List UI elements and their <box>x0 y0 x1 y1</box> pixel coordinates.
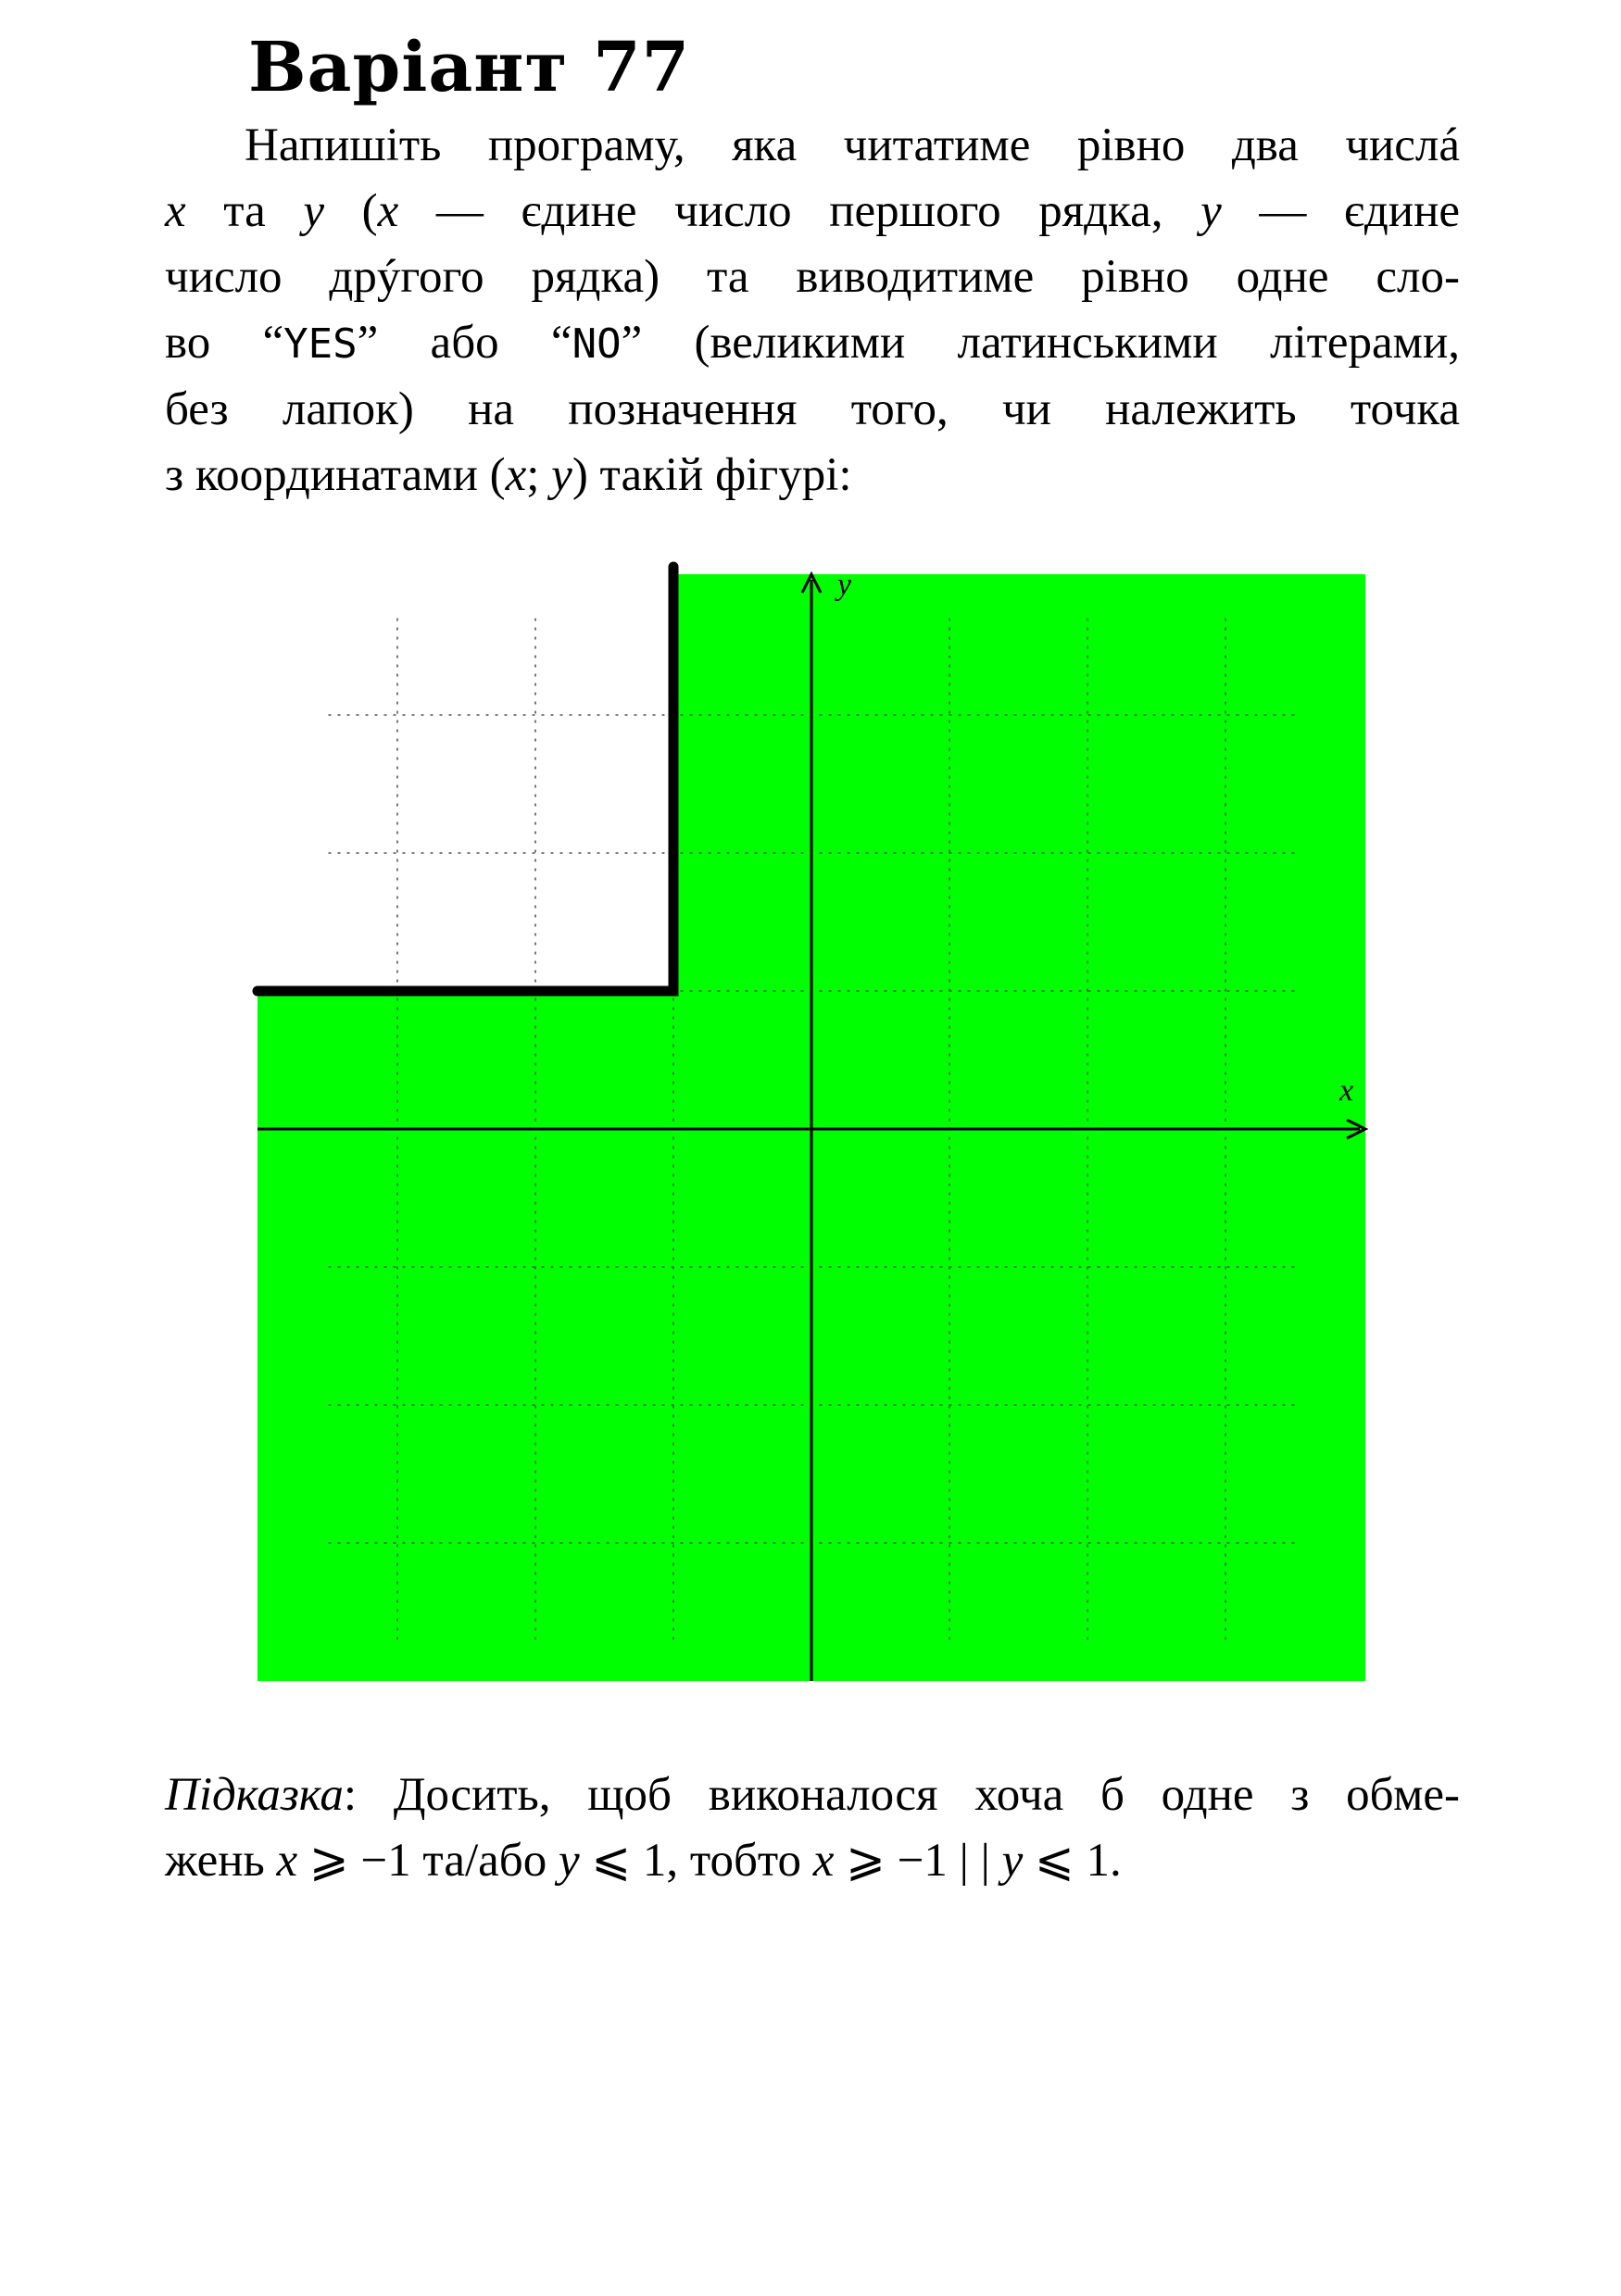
text: ⩾ −1 | | <box>834 1835 1002 1887</box>
text: та/або <box>410 1835 559 1887</box>
text: — єдине <box>1221 185 1461 237</box>
text: ⩽ 1 <box>579 1835 667 1887</box>
text: ⩾ −1 <box>297 1835 411 1887</box>
boundary <box>258 567 673 991</box>
var-y: y <box>1200 185 1222 237</box>
page-title: Варіант 77 <box>248 28 691 107</box>
var-y: y <box>558 1835 580 1887</box>
text: — єдине число першого рядка, <box>398 185 1201 237</box>
text: , тобто <box>666 1835 813 1887</box>
var-y: y <box>303 185 325 237</box>
text: з координатами ( <box>165 449 506 501</box>
var-x: x <box>812 1835 835 1887</box>
problem-line-1: Напишіть програму, яка читатиме рівно два числá <box>245 119 1460 171</box>
text: во “ <box>165 317 284 369</box>
text: ” (великими латинськими літерами, <box>621 317 1461 369</box>
text: жень <box>165 1835 277 1887</box>
text: ⩽ 1. <box>1023 1835 1122 1887</box>
text: ; <box>526 449 552 501</box>
boundary-line <box>258 567 673 991</box>
hint <box>165 1763 1460 1894</box>
text: : Досить, щоб виконалося хоча б одне з обме- <box>343 1769 1460 1821</box>
var-x: x <box>377 185 399 237</box>
y-axis-label: y <box>837 568 852 602</box>
text: ” або “ <box>357 317 572 369</box>
var-x: x <box>165 185 186 237</box>
hint-label: Підказка <box>165 1769 344 1821</box>
text: та <box>185 185 304 237</box>
hint-line-2 <box>165 1828 1460 1894</box>
var-x: x <box>276 1835 298 1887</box>
problem-line-3: число дрýгого рядка) та виводитиме рівно одне сло- <box>165 251 1460 303</box>
var-y: y <box>1001 1835 1024 1887</box>
var-y: y <box>551 449 572 501</box>
no-literal: NO <box>572 320 622 368</box>
problem-line-5: без лапок) на позначення того, чи належить точка <box>165 383 1460 435</box>
yes-literal: YES <box>283 320 358 368</box>
var-x: x <box>505 449 527 501</box>
text: ) такій фігурі: <box>572 449 852 501</box>
x-axis-label: x <box>1339 1073 1354 1108</box>
text: ( <box>324 185 378 237</box>
hint-line-1 <box>165 1763 1460 1828</box>
